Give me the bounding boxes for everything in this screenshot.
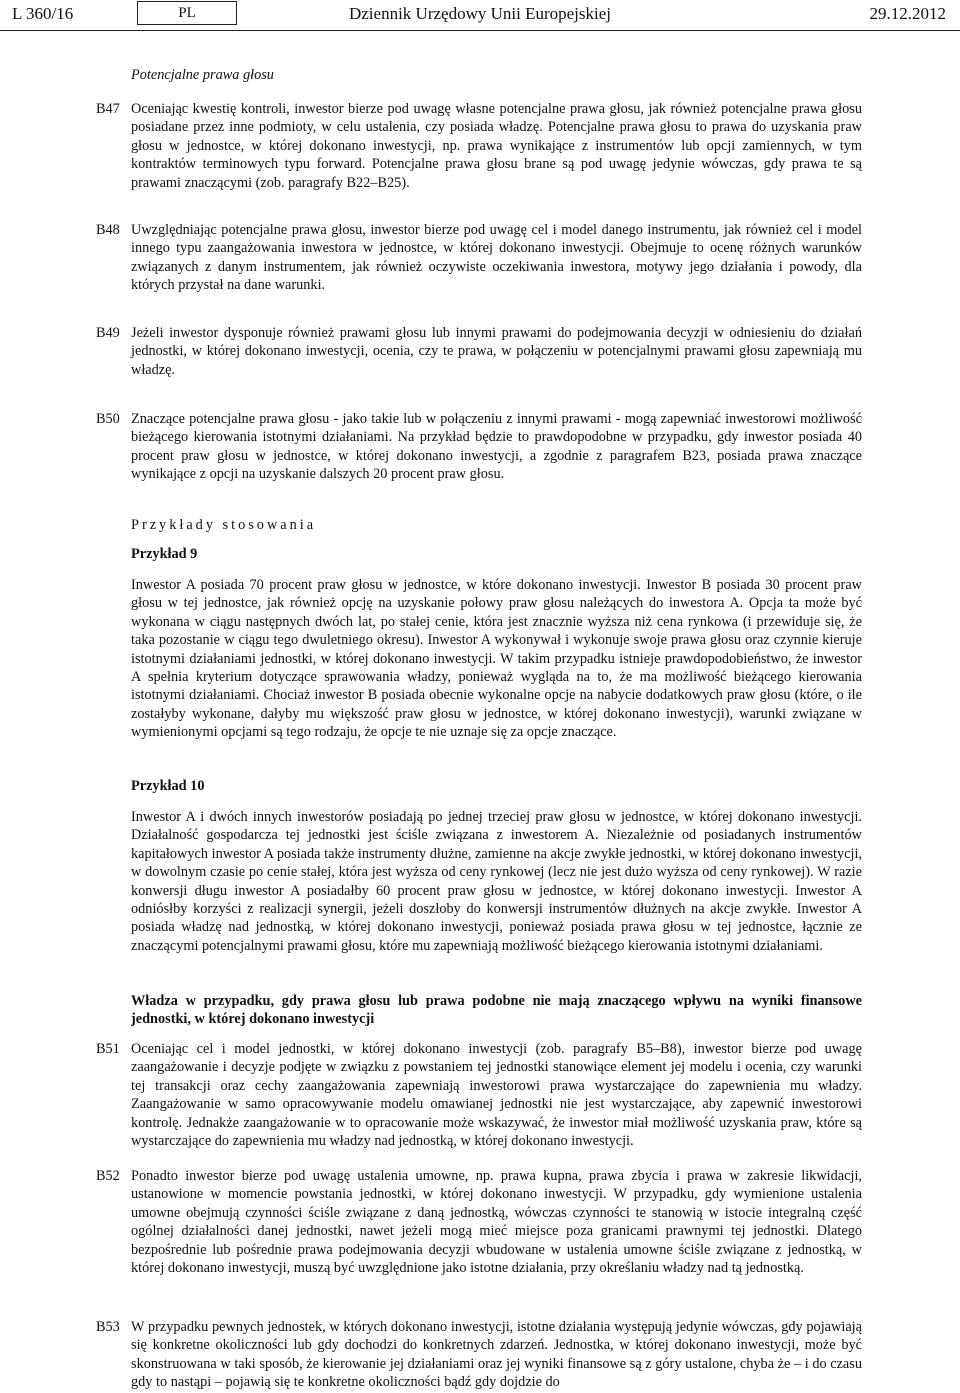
journal-title: Dziennik Urzędowy Unii Europejskiej bbox=[348, 4, 611, 23]
publication-date: 29.12.2012 bbox=[869, 4, 946, 23]
paragraph-number: B47 bbox=[96, 101, 120, 117]
paragraph-number: B50 bbox=[96, 411, 120, 427]
paragraph-number: B48 bbox=[96, 222, 120, 238]
examples-heading: Przykłady stosowania bbox=[131, 517, 317, 533]
section-heading-power: Władza w przypadku, gdy prawa głosu lub prawa podobne nie mają znaczącego wpływu na wyniki finansowe jednostki, w której dokonano inwestycji bbox=[131, 993, 862, 1028]
paragraph-text: Uwzględniając potencjalne prawa głosu, inwestor bierze pod uwagę cel i model danego instrumentu, jak również cel i model innego typu zaangażowania inwestora w jednostce, w której dokonano inwestycji. Obejmuje to ocenę różnych warunków związanych z danym instrumentem, jak również oczywiste oczekiwania inwestora, motywy jego działania i powody, dla których przystał na dane warunki. bbox=[131, 222, 862, 294]
paragraph-text: Oceniając kwestię kontroli, inwestor bierze pod uwagę własne potencjalne prawa głosu, jak również potencjalne prawa głosu posiadane przez inne podmioty, w celu ustalenia, czy posiada władzę. Potencjalne prawa głosu to prawa do uzyskania praw głosu w jednostce, w której dokonano inwestycji, np. prawa wynikające z instrumentów lub opcji zamiennych, w tym kontraktów terminowych typu forward. Potencjalne prawa głosu brane są pod uwagę jedynie wówczas, gdy prawa te są prawami znaczącymi (zob. paragrafy B22–B25). bbox=[131, 101, 862, 191]
example-9-text: Inwestor A posiada 70 procent praw głosu w jednostce, w które dokonano inwestycji. Inwestor B posiada 30 procent praw głosu w tej jednostce, jak również opcję na uzyskanie połowy praw głosu należących do inwestora A. Opcja ta może być wykonana w ciągu następnych dwóch lat, po stałej cenie, która jest znacznie wyższa niż cena rynkowa (i przewiduje się, że taka pozostanie w ciągu tego dwuletniego okresu). Inwestor A wykonywał i wykonuje swoje prawa głosu oraz czynnie kieruje istotnymi działaniami jednostki, w której dokonano inwestycji. W takim przypadku istnieje prawdopodobieństwo, że inwestor A spełnia kryterium dotyczące sprawowania władzy, ponieważ wygląda na to, że ma możliwość bieżącego kierowania istotnymi działaniami. Chociaż inwestor B posiada obecnie wykonalne opcje na nabycie dodatkowych praw głosu (które, o ile zostałyby wykonane, dałyby mu większość praw głosu w jednostce, w której dokonano inwestycji), warunki związane w wymienionymi opcjami są tego rodzaju, że opcje te nie uznaje się za opcje znaczące. bbox=[131, 577, 862, 741]
paragraph-text: Znaczące potencjalne prawa głosu - jako takie lub w połączeniu z innymi prawami - mogą zapewniać inwestorowi możliwość bieżącego kierowania istotnymi działaniami. Na przykład będzie to prawdopodobne w przypadku, gdy inwestor posiada 40 procent praw głosu w jednostce, w której dokonano inwestycji, a zgodnie z paragrafem B23, posiada prawa znaczące wynikające z opcji na uzyskanie dalszych 20 procent praw głosu. bbox=[131, 411, 862, 483]
language-box: PL bbox=[137, 1, 237, 25]
paragraph-number: B52 bbox=[96, 1168, 120, 1184]
paragraph-text: W przypadku pewnych jednostek, w których dokonano inwestycji, istotne działania występują jedynie wówczas, gdy pojawiają się konkretne okoliczności lub gdy dochodzi do konkretnych zdarzeń. Jednostka, w której dokonano inwestycji, może być skonstruowana w taki sposób, że kierowanie jej działaniami oraz jej wyniki finansowe są z góry ustalone, chyba że – i do czasu gdy to nastąpi – pojawią się te konkretne okoliczności bądź gdy dojdzie do bbox=[131, 1319, 862, 1391]
example-9-title: Przykład 9 bbox=[131, 546, 198, 562]
example-10-text: Inwestor A i dwóch innych inwestorów posiadają po jednej trzeciej praw głosu w jednostce, w której dokonano inwestycji. Działalność gospodarcza tej jednostki jest ściśle związana z inwestorem A. Niezależnie od posiadanych instrumentów kapitałowych inwestor A posiada także instrumenty dłużne, zamienne na akcje zwykłe jednostki, w której dokonano inwestycji, w dowolnym czasie po cenie stałej, która jest wyższa od ceny rynkowej (lecz nie jest dużo wyższa od ceny rynkowej). W razie konwersji długu inwestor A posiadałby 60 procent praw głosu w jednostce, w której dokonano inwestycji. Inwestor A odniósłby korzyści z realizacji synergii, jeżeli doszłoby do konwersji instrumentów dłużnych na akcje zwykłe. Inwestor A posiada władzę nad jednostką, w której dokonano inwestycji, ponieważ posiada prawa głosu w tej jednostce, łącznie ze znaczącymi potencjalnymi prawami głosu, które mu zapewniają możliwość bieżącego kierowania istotnymi działaniami. bbox=[131, 809, 862, 954]
header-divider bbox=[0, 30, 960, 31]
paragraph-number: B53 bbox=[96, 1319, 120, 1335]
page-header bbox=[0, 0, 960, 34]
paragraph-number: B51 bbox=[96, 1041, 120, 1057]
example-10-title: Przykład 10 bbox=[131, 778, 205, 794]
page-reference: L 360/16 bbox=[12, 4, 74, 23]
paragraph-text: Oceniając cel i model jednostki, w której dokonano inwestycji (zob. paragrafy B5–B8), inwestor bierze pod uwagę zaangażowanie i decyzje podjęte w związku z powstaniem tej jednostki stanowiące element jej modelu i oceniа, czy warunki tej transakcji oraz cechy zaangażowania zapewniają inwestorowi prawa wystarczające do zapewnienia mu władzy. Zaangażowanie w samo opracowywanie modelu omawianej jednostki nie jest wystarczające, aby zapewnić inwestorowi kontrolę. Jednakże zaangażowanie w to opracowanie może wskazywać, że inwestor miał możliwość uzyskania praw, które są wystarczające do zapewnienia mu władzy nad jednostką, w której dokonano inwestycji. bbox=[131, 1041, 862, 1150]
paragraph-text: Ponadto inwestor bierze pod uwagę ustalenia umowne, np. prawa kupna, prawa zbycia i prawa w zakresie likwidacji, ustanowione w momencie powstania jednostki, w której dokonano inwestycji. W przypadku, gdy wymienione ustalenia umowne obejmują czynności ściśle związane z daną jednostką, wówczas czynności te stanowią w istocie integralną część ogólnej działalności danej jednostki, nawet jeżeli mogą mieć miejsce poza granicami prawnymi tej jednostki. Dlatego bezpośrednie lub pośrednie prawa podejmowania decyzji wbudowane w ustalenia umowne ściśle związane z jednostką, w której dokonano inwestycji, muszą być uwzględnione jako istotne działania, przy określaniu władzy nad tą jednostką. bbox=[131, 1168, 862, 1277]
section-heading-potential: Potencjalne prawa głosu bbox=[131, 67, 274, 83]
paragraph-text: Jeżeli inwestor dysponuje również prawami głosu lub innymi prawami do podejmowania decyzji w odniesieniu do działań jednostki, w której dokonano inwestycji, ocenia, czy te prawa, w połączeniu w potencjalnymi prawami głosu zapewniają mu władzę. bbox=[131, 325, 862, 378]
paragraph-number: B49 bbox=[96, 325, 120, 341]
